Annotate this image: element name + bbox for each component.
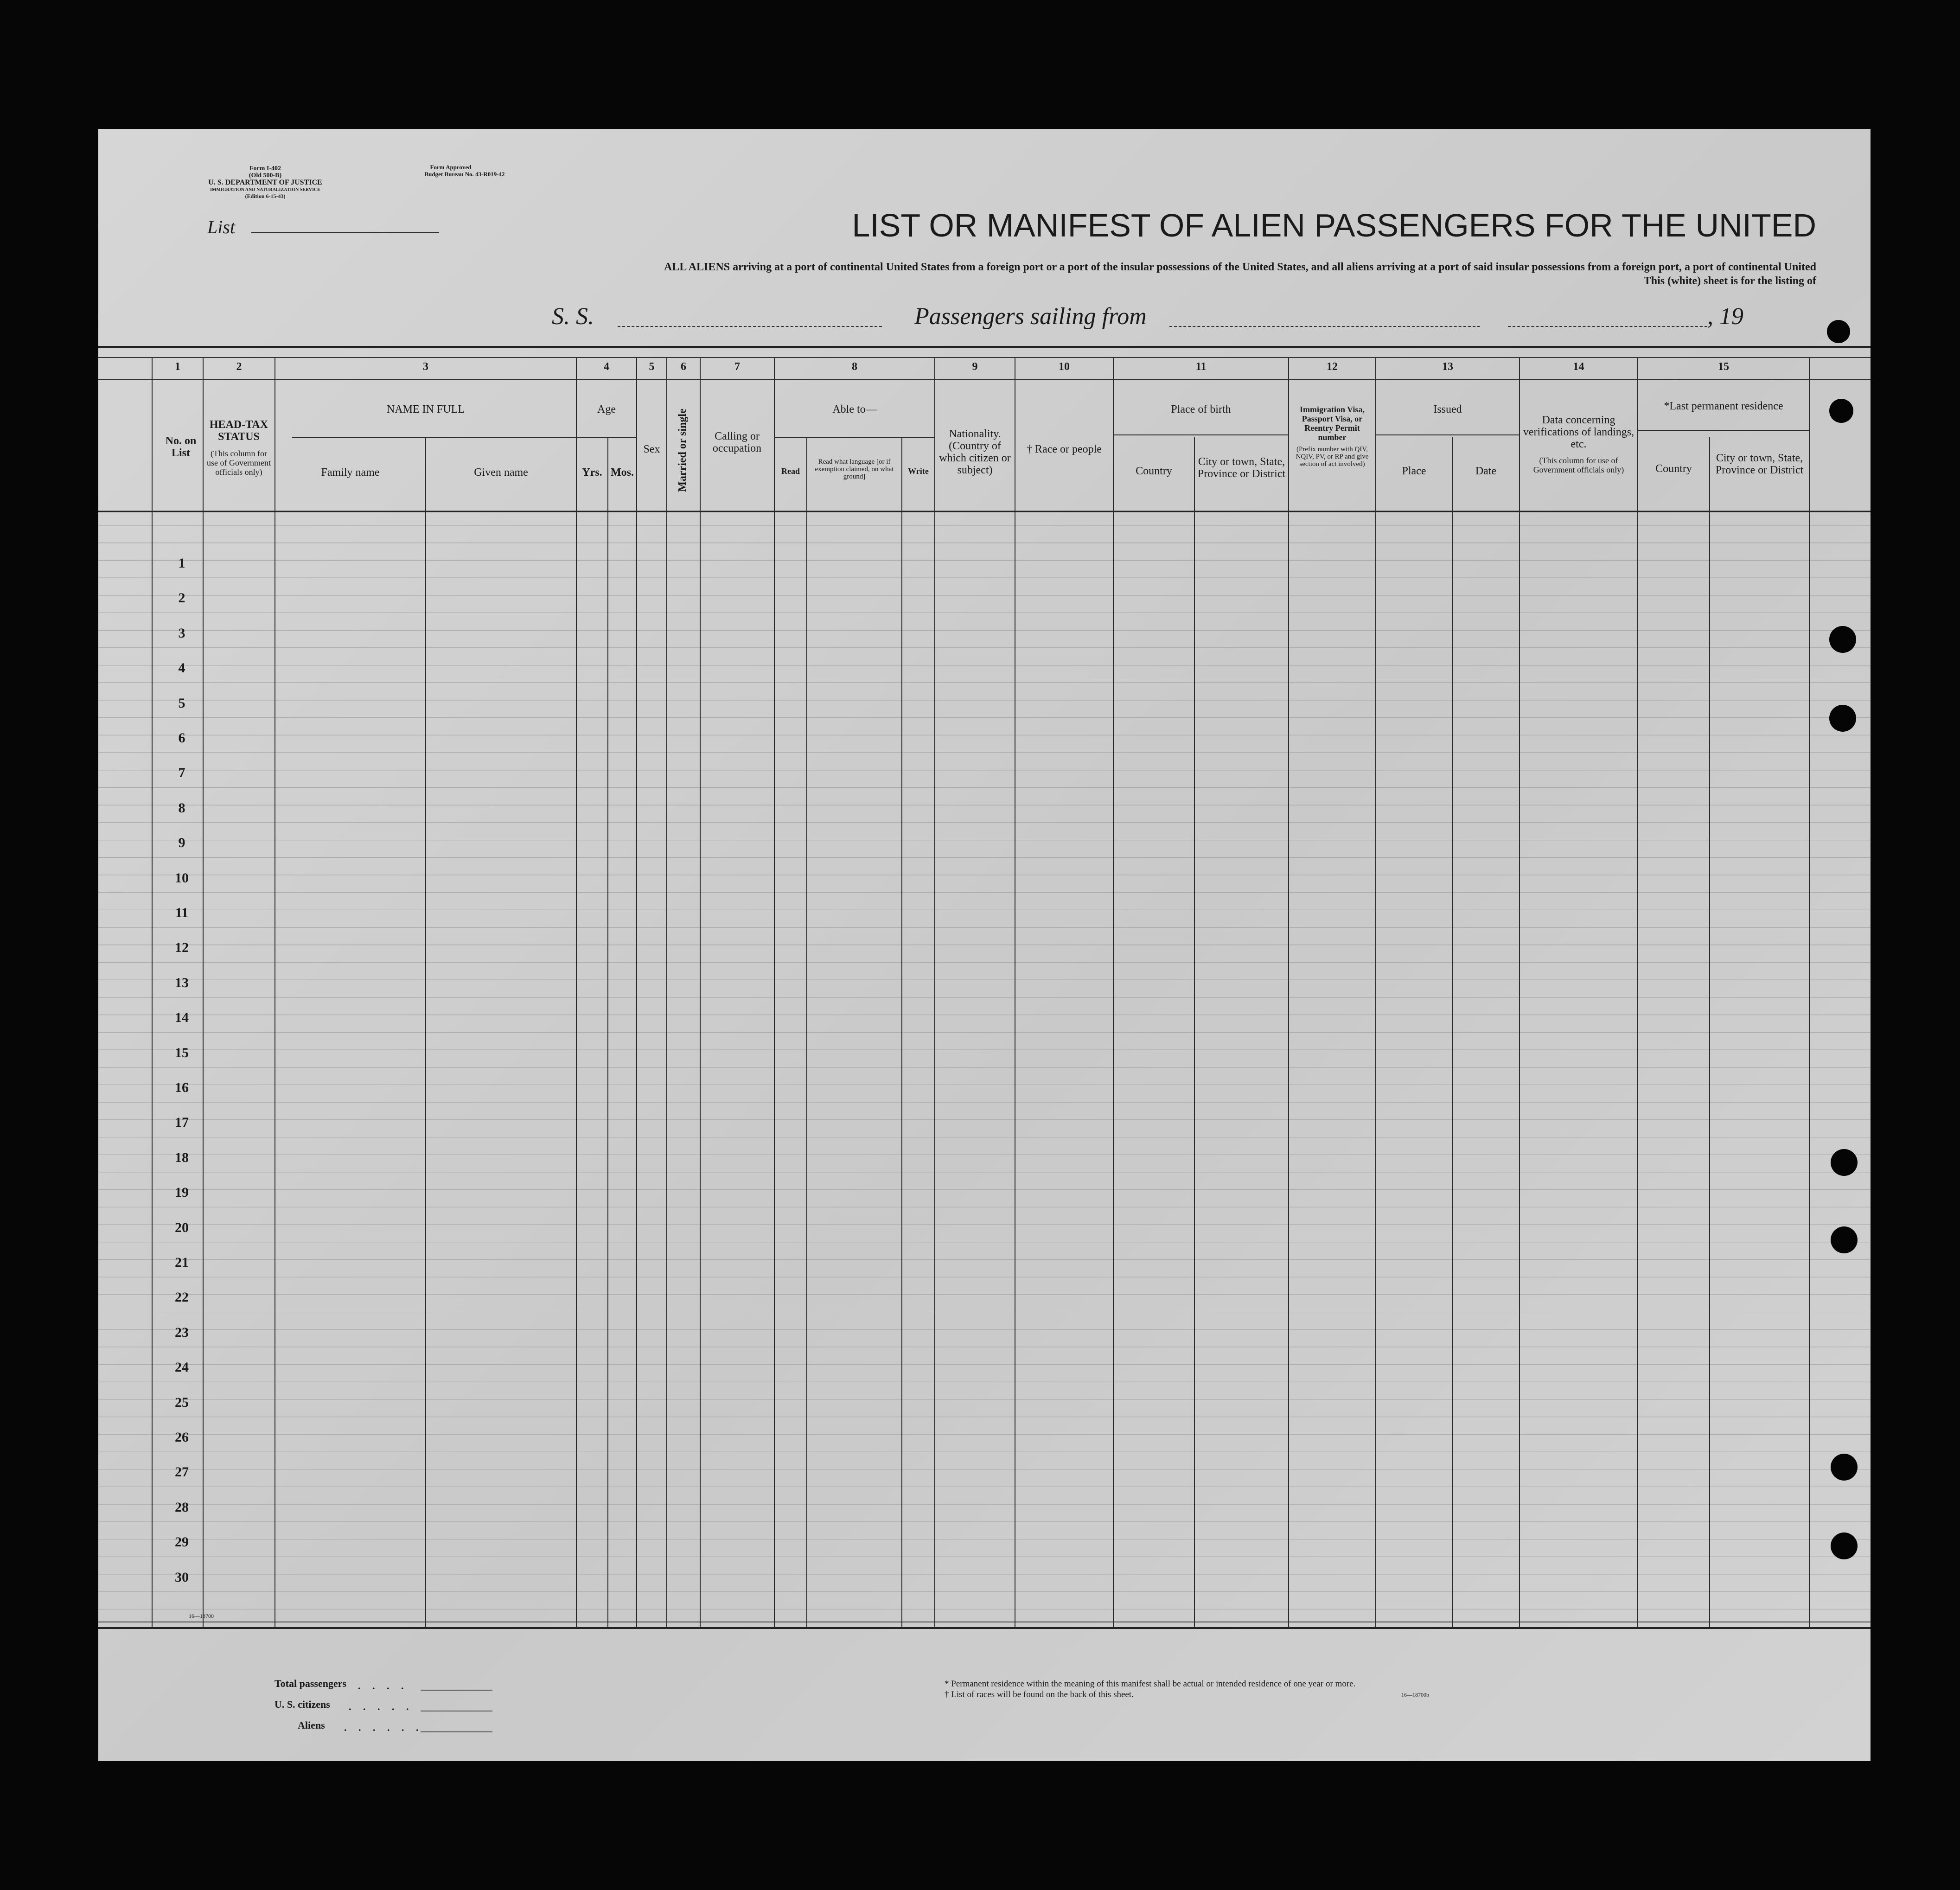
header-nationality: Nationality. (Country of which citizen or subject) [939, 428, 1011, 476]
aliens-field[interactable] [421, 1731, 492, 1732]
column-number-13: 13 [1442, 361, 1453, 373]
row-number: 11 [175, 905, 189, 920]
row-number: 20 [175, 1220, 189, 1235]
total-passengers-field[interactable] [421, 1690, 492, 1691]
list-label: List [207, 217, 236, 237]
row-number: 8 [178, 800, 185, 816]
column-number-14: 14 [1573, 361, 1584, 373]
header-given-name: Given name [474, 466, 528, 479]
row-number: 5 [178, 695, 185, 711]
row-number: 26 [175, 1430, 189, 1445]
header-issued: Issued [1433, 403, 1462, 415]
header-head-tax-note: (This column for use of Government officials only) [207, 449, 271, 477]
header-landings: Data concerning verifications of landings, etc. [1523, 414, 1634, 450]
total-passengers-dots: . . . . [358, 1680, 409, 1692]
punch-hole [1827, 320, 1850, 343]
header-issued-date: Date [1475, 465, 1497, 477]
column-number-11: 11 [1195, 361, 1207, 373]
sailing-from-label: Passengers sailing from [914, 303, 1147, 330]
header-birth-country: Country [1136, 465, 1172, 477]
punch-hole [1831, 1226, 1858, 1253]
column-number-12: 12 [1327, 361, 1338, 373]
row-number: 13 [175, 975, 189, 990]
us-citizens-label: U. S. citizens [275, 1698, 330, 1710]
header-birth-city: City or town, State, Province or District [1197, 456, 1286, 480]
column-number-15: 15 [1718, 361, 1729, 373]
ss-label: S. S. [552, 303, 594, 330]
header-age-yrs: Yrs. [582, 466, 602, 479]
header-name-in-full: NAME IN FULL [387, 403, 465, 415]
row-number: 30 [175, 1569, 189, 1585]
header-place-of-birth: Place of birth [1171, 403, 1231, 415]
header-visa-note: (Prefix number with QIV, NQIV, PV, or RP and give section of act involved) [1296, 446, 1369, 468]
form-edition: (Edition 6-15-43) [245, 193, 286, 199]
header-race-or-people: † Race or people [1027, 443, 1102, 455]
column-number-10: 10 [1059, 361, 1070, 373]
total-passengers-label: Total passengers [275, 1678, 347, 1689]
column-number-4: 4 [604, 361, 609, 373]
header-issued-place: Place [1402, 465, 1426, 477]
row-number: 2 [178, 590, 185, 606]
row-number: 3 [178, 625, 185, 641]
punch-hole [1831, 1532, 1858, 1559]
header-residence-city: City or town, State, Province or District [1715, 452, 1804, 476]
header-able-to: Able to— [832, 403, 877, 415]
row-number: 10 [175, 870, 189, 886]
column-number-9: 9 [972, 361, 978, 373]
punch-hole [1829, 705, 1856, 732]
row-number: 1 [178, 556, 185, 571]
subtitle-line-1: ALL ALIENS arriving at a port of continental United States from a foreign port or a port of the insular possessions of the United States, and all aliens arriving at a port of said insular possessions from a foreign port, a port of continental United [664, 261, 1816, 273]
row-number: 16 [175, 1080, 189, 1095]
row-number: 19 [175, 1185, 189, 1200]
row-number: 9 [178, 835, 185, 851]
form-old-number: (Old 500-B) [249, 172, 282, 179]
manifest-sheet [98, 129, 1871, 1761]
header-read-what-language: Read what language [or if exemption claimed, on what ground] [815, 458, 894, 480]
header-visa: Immigration Visa, Passport Visa, or Reentry Permit number [1299, 405, 1365, 442]
row-number: 14 [175, 1010, 189, 1026]
form-approved: Form Approved [430, 164, 472, 171]
footnote-code: 16—18700b [1401, 1692, 1429, 1698]
footnote-races: † List of races will be found on the back of this sheet. [945, 1690, 1134, 1699]
header-head-tax-status: HEAD-TAX STATUS [209, 419, 268, 443]
row-number: 25 [175, 1394, 189, 1410]
row-number: 15 [175, 1045, 189, 1060]
row-number: 18 [175, 1149, 189, 1165]
punch-hole [1831, 1454, 1858, 1481]
aliens-label: Aliens [298, 1719, 325, 1731]
row-number: 23 [175, 1324, 189, 1340]
header-calling-occupation: Calling or occupation [712, 430, 762, 454]
row-number: 12 [175, 940, 189, 956]
row-number: 28 [175, 1499, 189, 1515]
row-number: 24 [175, 1360, 189, 1375]
punch-hole [1829, 399, 1853, 423]
row-number: 17 [175, 1115, 189, 1130]
department-name: U. S. DEPARTMENT OF JUSTICE [208, 179, 322, 186]
header-write: Write [908, 466, 929, 476]
column-number-7: 7 [734, 361, 740, 373]
aliens-dots: . . . . . . [344, 1722, 423, 1733]
header-last-permanent-residence: *Last permanent residence [1664, 400, 1783, 412]
row-number: 4 [178, 660, 185, 676]
header-landings-note: (This column for use of Government officials only) [1533, 456, 1624, 474]
page-title: LIST OR MANIFEST OF ALIEN PASSENGERS FOR THE UNITED [852, 207, 1816, 243]
year-label: , 19 [1707, 303, 1743, 330]
row-number: 21 [175, 1255, 189, 1270]
header-residence-country: Country [1655, 463, 1692, 475]
column-number-2: 2 [236, 361, 242, 373]
print-code: 16—18700 [189, 1613, 214, 1619]
subtitle-line-2: This (white) sheet is for the listing of [1643, 275, 1816, 287]
punch-hole [1831, 1149, 1858, 1176]
header-married-or-single: Married or single [677, 409, 689, 492]
table-grid [98, 129, 1871, 1761]
row-number: 27 [175, 1464, 189, 1480]
column-number-8: 8 [852, 361, 857, 373]
row-number: 6 [178, 730, 185, 746]
column-number-1: 1 [175, 361, 180, 373]
header-family-name: Family name [321, 466, 380, 479]
row-number: 7 [178, 765, 185, 781]
form-number: Form I-402 [249, 165, 281, 172]
us-citizens-dots: . . . . . [349, 1701, 414, 1712]
header-age-mos: Mos. [611, 466, 634, 479]
column-number-3: 3 [423, 361, 428, 373]
service-name: IMMIGRATION AND NATURALIZATION SERVICE [210, 187, 320, 192]
column-number-5: 5 [649, 361, 655, 373]
row-number: 29 [175, 1534, 189, 1550]
punch-hole [1829, 626, 1856, 653]
footnote-permanent-residence: * Permanent residence within the meaning of this manifest shall be actual or intended residence of one year or more. [945, 1679, 1356, 1689]
header-no-on-list: No. on List [165, 435, 197, 459]
budget-bureau-number: Budget Bureau No. 43-R019-42 [424, 171, 505, 178]
header-age: Age [597, 403, 616, 415]
header-read: Read [781, 466, 800, 476]
column-number-6: 6 [681, 361, 686, 373]
header-sex: Sex [643, 443, 660, 455]
row-number: 22 [175, 1290, 189, 1305]
